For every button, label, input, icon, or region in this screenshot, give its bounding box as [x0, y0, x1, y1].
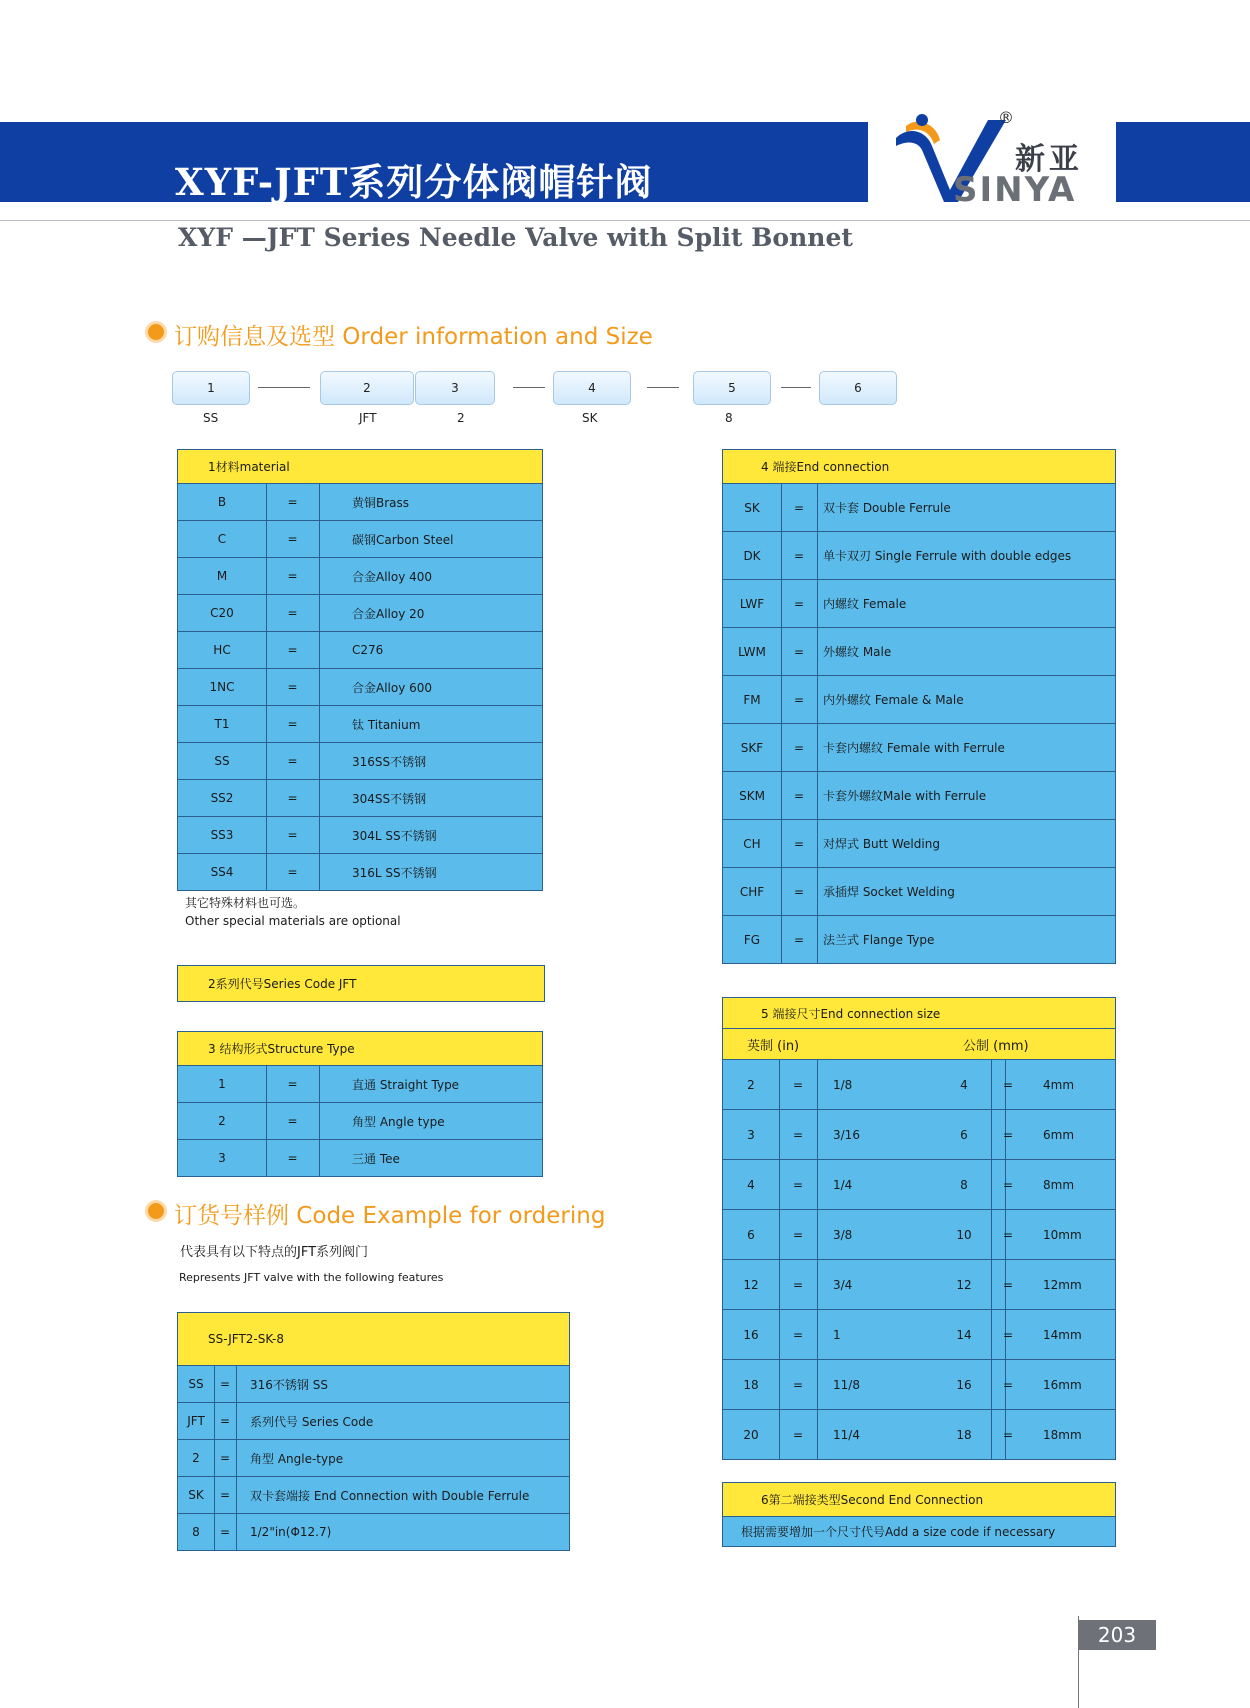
end-connection-eq: = — [793, 740, 805, 755]
end-connection-header-label: 4 端接End connection — [761, 460, 890, 474]
code-box-3: 3 — [415, 371, 495, 405]
material-row — [178, 595, 542, 632]
cell-divider — [319, 1140, 320, 1176]
end-size-mm-code: 14 — [956, 1327, 972, 1342]
end-connection-desc: 外螺纹 Male — [823, 645, 892, 659]
end-size-row — [723, 1310, 1115, 1360]
end-size-inch-code: 2 — [747, 1077, 755, 1092]
example-code: 2 — [192, 1451, 200, 1465]
end-connection-eq: = — [793, 788, 805, 803]
cell-divider — [319, 780, 320, 816]
structure-eq: = — [287, 1114, 298, 1128]
end-connection-code: LWM — [738, 644, 766, 659]
material-desc: 碳钢Carbon Steel — [352, 532, 454, 547]
logo-text-en: SINYA — [953, 170, 1077, 210]
material-eq: = — [287, 606, 298, 620]
end-size-inch-code: 4 — [747, 1177, 755, 1192]
material-eq: = — [287, 791, 298, 805]
code-box-1: 1 — [172, 371, 250, 405]
material-code: SS3 — [210, 828, 234, 842]
material-eq: = — [287, 680, 298, 694]
end-size-inch-code: 12 — [743, 1277, 759, 1292]
end-size-eq: = — [792, 1377, 804, 1392]
end-connection-row — [723, 484, 1115, 532]
end-size-inch-size: 3/8 — [833, 1227, 853, 1242]
end-size-eq: = — [1002, 1127, 1014, 1142]
end-size-row — [723, 1110, 1115, 1160]
end-size-inch-code: 18 — [743, 1377, 759, 1392]
cell-divider — [319, 521, 320, 557]
material-code: T1 — [214, 717, 230, 731]
second-end-desc: 根据需要增加一个尺寸代号Add a size code if necessary — [741, 1525, 1056, 1539]
registered-mark: ® — [998, 108, 1014, 127]
structure-code: 1 — [218, 1077, 226, 1091]
material-eq: = — [287, 532, 298, 546]
cell-divider — [817, 628, 818, 675]
material-desc: 合金Alloy 20 — [352, 606, 425, 621]
material-desc: 合金Alloy 600 — [352, 680, 433, 695]
material-code: B — [217, 495, 227, 509]
cell-divider — [817, 1160, 818, 1209]
end-size-inch-size: 1/8 — [833, 1077, 853, 1092]
material-eq: = — [287, 569, 298, 583]
end-size-mm-code: 10 — [956, 1227, 972, 1242]
end-size-mm-code: 4 — [960, 1077, 968, 1092]
material-row — [178, 632, 542, 669]
end-size-mm-code: 8 — [960, 1177, 968, 1192]
code-dash — [781, 387, 811, 388]
example-desc: 1/2"in(Φ12.7) — [250, 1525, 332, 1539]
end-connection-table-header — [723, 450, 1115, 484]
end-connection-row — [723, 676, 1115, 724]
cell-divider — [817, 1310, 818, 1359]
end-size-eq: = — [792, 1127, 804, 1142]
end-size-mm-size: 14mm — [1043, 1327, 1082, 1342]
structure-code: 2 — [218, 1114, 226, 1128]
example-eq: = — [219, 1377, 231, 1391]
structure-header-label: 3 结构形式Structure Type — [208, 1042, 355, 1056]
end-size-mm-size: 18mm — [1043, 1427, 1082, 1442]
end-connection-desc: 卡套内螺纹 Female with Ferrule — [823, 741, 1005, 755]
material-table-header — [178, 450, 542, 484]
end-connection-code: SKM — [739, 788, 765, 803]
material-row — [178, 854, 542, 890]
cell-divider — [817, 724, 818, 771]
header-banner-right — [1116, 122, 1250, 202]
second-end-header-label: 6第二端接类型Second End Connection — [761, 1493, 984, 1507]
example-eq: = — [219, 1488, 231, 1502]
material-row — [178, 817, 542, 854]
end-connection-row — [723, 916, 1115, 963]
end-size-row — [723, 1160, 1115, 1210]
example-row — [178, 1514, 569, 1550]
code-label-5: 8 — [725, 411, 733, 425]
second-end-table — [722, 1482, 1116, 1547]
cell-divider — [236, 1440, 237, 1476]
cell-divider — [319, 854, 320, 890]
end-connection-code: DK — [743, 548, 761, 563]
material-eq: = — [287, 828, 298, 842]
material-eq: = — [287, 717, 298, 731]
example-eq: = — [219, 1414, 231, 1428]
material-desc: 合金Alloy 400 — [352, 569, 433, 584]
material-row — [178, 558, 542, 595]
cell-divider — [817, 916, 818, 963]
material-row — [178, 521, 542, 558]
material-row — [178, 669, 542, 706]
end-size-eq: = — [1002, 1177, 1014, 1192]
material-row — [178, 706, 542, 743]
material-note-cn: 其它特殊材料也可选。 — [185, 896, 306, 910]
cell-divider — [236, 1403, 237, 1439]
col-inch-label: 英制 (in) — [747, 1038, 800, 1054]
material-desc: C276 — [352, 643, 384, 657]
end-connection-desc: 法兰式 Flange Type — [823, 933, 935, 947]
example-eq: = — [219, 1451, 231, 1465]
cell-divider — [817, 820, 818, 867]
section-title-order: 订购信息及选型 Order information and Size — [174, 324, 653, 350]
cell-divider — [236, 1514, 237, 1550]
material-eq: = — [287, 495, 298, 509]
section-bullet-icon — [148, 1203, 164, 1219]
example-header-label: SS-JFT2-SK-8 — [208, 1332, 284, 1346]
end-size-eq: = — [1002, 1427, 1014, 1442]
end-size-eq: = — [792, 1077, 804, 1092]
material-desc: 316SS不锈钢 — [352, 754, 427, 769]
material-row — [178, 484, 542, 521]
cell-divider — [817, 484, 818, 531]
end-size-inch-size: 3/16 — [833, 1127, 860, 1142]
end-size-inch-size: 3/4 — [833, 1277, 853, 1292]
material-eq: = — [287, 643, 298, 657]
end-size-mm-code: 18 — [956, 1427, 972, 1442]
header-rule — [0, 220, 1250, 221]
end-connection-desc: 单卡双刃 Single Ferrule with double edges — [823, 549, 1072, 563]
end-size-eq: = — [792, 1177, 804, 1192]
end-size-eq: = — [1002, 1227, 1014, 1242]
end-size-eq: = — [1002, 1377, 1014, 1392]
end-connection-desc: 承插焊 Socket Welding — [823, 885, 955, 899]
end-connection-code: SKF — [740, 740, 764, 755]
material-note-en: Other special materials are optional — [185, 914, 401, 928]
end-connection-eq: = — [793, 884, 805, 899]
cell-divider — [319, 706, 320, 742]
code-box-5: 5 — [693, 371, 771, 405]
cell-divider — [236, 1366, 237, 1402]
end-size-inch-size: 1 — [833, 1327, 841, 1342]
code-label-4: SK — [582, 411, 598, 425]
example-code: SK — [188, 1488, 204, 1502]
end-connection-row — [723, 772, 1115, 820]
material-code: HC — [213, 643, 231, 657]
example-table-header — [178, 1313, 569, 1366]
cell-divider — [817, 1210, 818, 1259]
cell-divider — [319, 743, 320, 779]
page-number: 203 — [1078, 1620, 1156, 1650]
structure-row — [178, 1066, 542, 1103]
end-size-row — [723, 1360, 1115, 1410]
example-desc-cn: 代表具有以下特点的JFT系列阀门 — [180, 1245, 369, 1260]
structure-eq: = — [287, 1151, 298, 1165]
end-connection-row — [723, 820, 1115, 868]
cell-divider — [319, 558, 320, 594]
end-size-subheader — [723, 1029, 1115, 1060]
material-code: M — [216, 569, 228, 583]
end-connection-row — [723, 532, 1115, 580]
end-connection-desc: 卡套外螺纹Male with Ferrule — [823, 789, 987, 803]
end-connection-eq: = — [793, 692, 805, 707]
end-size-mm-code: 12 — [956, 1277, 972, 1292]
material-table — [177, 449, 543, 891]
end-size-eq: = — [792, 1227, 804, 1242]
material-header-label: 1材料material — [208, 460, 290, 474]
end-connection-code: FM — [743, 692, 761, 707]
end-size-table-header — [723, 998, 1115, 1029]
example-desc: 316不锈钢 SS — [250, 1377, 328, 1392]
cell-divider — [319, 595, 320, 631]
end-size-mm-size: 6mm — [1043, 1127, 1075, 1142]
logo-text-cn: 新亚 — [1015, 142, 1083, 177]
end-size-mm-code: 16 — [956, 1377, 972, 1392]
structure-table-header — [178, 1032, 542, 1066]
end-size-row — [723, 1260, 1115, 1310]
end-size-inch-code: 6 — [747, 1227, 755, 1242]
section-title-example: 订货号样例 Code Example for ordering — [174, 1203, 606, 1229]
structure-code: 3 — [218, 1151, 226, 1165]
material-desc: 304L SS不锈钢 — [352, 828, 437, 843]
code-box-2: 2 — [320, 371, 414, 405]
cell-divider — [319, 1066, 320, 1102]
code-box-4: 4 — [553, 371, 631, 405]
structure-eq: = — [287, 1077, 298, 1091]
example-row — [178, 1403, 569, 1440]
code-label-1: SS — [203, 411, 219, 425]
end-connection-desc: 对焊式 Butt Welding — [823, 837, 940, 851]
example-row — [178, 1366, 569, 1403]
end-connection-eq: = — [793, 932, 805, 947]
example-desc-en: Represents JFT valve with the following features — [179, 1271, 444, 1284]
cell-divider — [319, 669, 320, 705]
material-code: 1NC — [209, 680, 235, 694]
cell-divider — [817, 1360, 818, 1409]
end-connection-row — [723, 628, 1115, 676]
end-size-eq: = — [1002, 1077, 1014, 1092]
example-desc: 双卡套端接 End Connection with Double Ferrule — [250, 1488, 530, 1503]
end-size-row — [723, 1410, 1115, 1459]
cell-divider — [817, 772, 818, 819]
cell-divider — [817, 676, 818, 723]
code-box-6: 6 — [819, 371, 897, 405]
end-size-mm-size: 8mm — [1043, 1177, 1075, 1192]
end-connection-code: LWF — [739, 596, 765, 611]
example-row — [178, 1477, 569, 1514]
cell-divider — [817, 532, 818, 579]
structure-row — [178, 1103, 542, 1140]
cell-divider — [319, 632, 320, 668]
material-code: SS4 — [210, 865, 234, 879]
material-row — [178, 743, 542, 780]
end-connection-eq: = — [793, 596, 805, 611]
end-size-inch-size: 11/8 — [833, 1377, 860, 1392]
page-subtitle: XYF —JFT Series Needle Valve with Split Bonnet — [178, 223, 853, 252]
end-size-inch-code: 20 — [743, 1427, 759, 1442]
series-table — [177, 965, 545, 1002]
end-connection-code: SK — [744, 500, 760, 515]
end-size-eq: = — [792, 1427, 804, 1442]
structure-desc: 角型 Angle type — [352, 1114, 445, 1129]
code-label-3: 2 — [457, 411, 465, 425]
material-code: SS — [214, 754, 230, 768]
col-mm-label: 公制 (mm) — [963, 1038, 1029, 1054]
second-end-table-header — [723, 1483, 1115, 1517]
end-connection-table — [722, 449, 1116, 964]
example-code: 8 — [192, 1525, 200, 1539]
material-code: SS2 — [210, 791, 234, 805]
end-size-mm-size: 16mm — [1043, 1377, 1082, 1392]
code-dash — [513, 387, 545, 388]
cell-divider — [817, 1110, 818, 1159]
end-connection-desc: 内螺纹 Female — [823, 597, 907, 611]
end-size-mm-size: 10mm — [1043, 1227, 1082, 1242]
material-desc: 钛 Titanium — [352, 717, 421, 732]
end-size-eq: = — [792, 1277, 804, 1292]
end-connection-row — [723, 580, 1115, 628]
end-connection-desc: 内外螺纹 Female & Male — [823, 693, 964, 707]
example-code: SS — [188, 1377, 204, 1391]
end-connection-eq: = — [793, 836, 805, 851]
structure-table — [177, 1031, 543, 1177]
end-size-table — [722, 997, 1116, 1460]
end-connection-code: CH — [743, 836, 761, 851]
material-eq: = — [287, 865, 298, 879]
material-row — [178, 780, 542, 817]
material-code: C — [217, 532, 227, 546]
structure-desc: 三通 Tee — [352, 1151, 400, 1166]
code-dash — [258, 387, 310, 388]
example-table — [177, 1312, 570, 1551]
end-connection-code: FG — [743, 932, 761, 947]
end-size-eq: = — [1002, 1327, 1014, 1342]
page-title: XYF-JFT系列分体阀帽针阀 — [175, 160, 653, 204]
cell-divider — [817, 1410, 818, 1459]
series-header-label: 2系列代号Series Code JFT — [208, 977, 357, 991]
section-bullet-icon — [148, 324, 164, 340]
cell-divider — [817, 580, 818, 627]
cell-divider — [817, 1260, 818, 1309]
code-label-2: JFT — [359, 411, 377, 425]
end-size-header-label: 5 端接尺寸End connection size — [761, 1006, 941, 1021]
end-size-eq: = — [792, 1327, 804, 1342]
material-code: C20 — [210, 606, 234, 620]
end-size-inch-size: 1/4 — [833, 1177, 853, 1192]
cell-divider — [319, 484, 320, 520]
end-connection-eq: = — [793, 644, 805, 659]
end-size-mm-code: 6 — [960, 1127, 968, 1142]
end-size-row — [723, 1210, 1115, 1260]
end-connection-eq: = — [793, 500, 805, 515]
end-connection-desc: 双卡套 Double Ferrule — [823, 501, 951, 515]
end-connection-row — [723, 724, 1115, 772]
example-desc: 角型 Angle-type — [250, 1451, 344, 1466]
example-code: JFT — [187, 1414, 205, 1428]
cell-divider — [236, 1477, 237, 1513]
end-size-row — [723, 1060, 1115, 1110]
cell-divider — [319, 1103, 320, 1139]
cell-divider — [817, 1060, 818, 1109]
example-row — [178, 1440, 569, 1477]
end-connection-eq: = — [793, 548, 805, 563]
end-size-eq: = — [1002, 1277, 1014, 1292]
end-connection-code: CHF — [739, 884, 765, 899]
second-end-row — [723, 1517, 1115, 1546]
cell-divider — [817, 868, 818, 915]
structure-row — [178, 1140, 542, 1176]
structure-desc: 直通 Straight Type — [352, 1077, 460, 1092]
end-size-inch-code: 16 — [743, 1327, 759, 1342]
end-size-inch-code: 3 — [747, 1127, 755, 1142]
material-eq: = — [287, 754, 298, 768]
material-desc: 304SS不锈钢 — [352, 791, 427, 806]
end-size-mm-size: 4mm — [1043, 1077, 1075, 1092]
code-dash — [647, 387, 679, 388]
end-connection-row — [723, 868, 1115, 916]
cell-divider — [319, 817, 320, 853]
end-size-inch-size: 11/4 — [833, 1427, 860, 1442]
material-desc: 黄铜Brass — [352, 495, 410, 510]
material-desc: 316L SS不锈钢 — [352, 865, 437, 880]
example-eq: = — [219, 1525, 231, 1539]
end-size-mm-size: 12mm — [1043, 1277, 1082, 1292]
example-desc: 系列代号 Series Code — [250, 1414, 374, 1429]
